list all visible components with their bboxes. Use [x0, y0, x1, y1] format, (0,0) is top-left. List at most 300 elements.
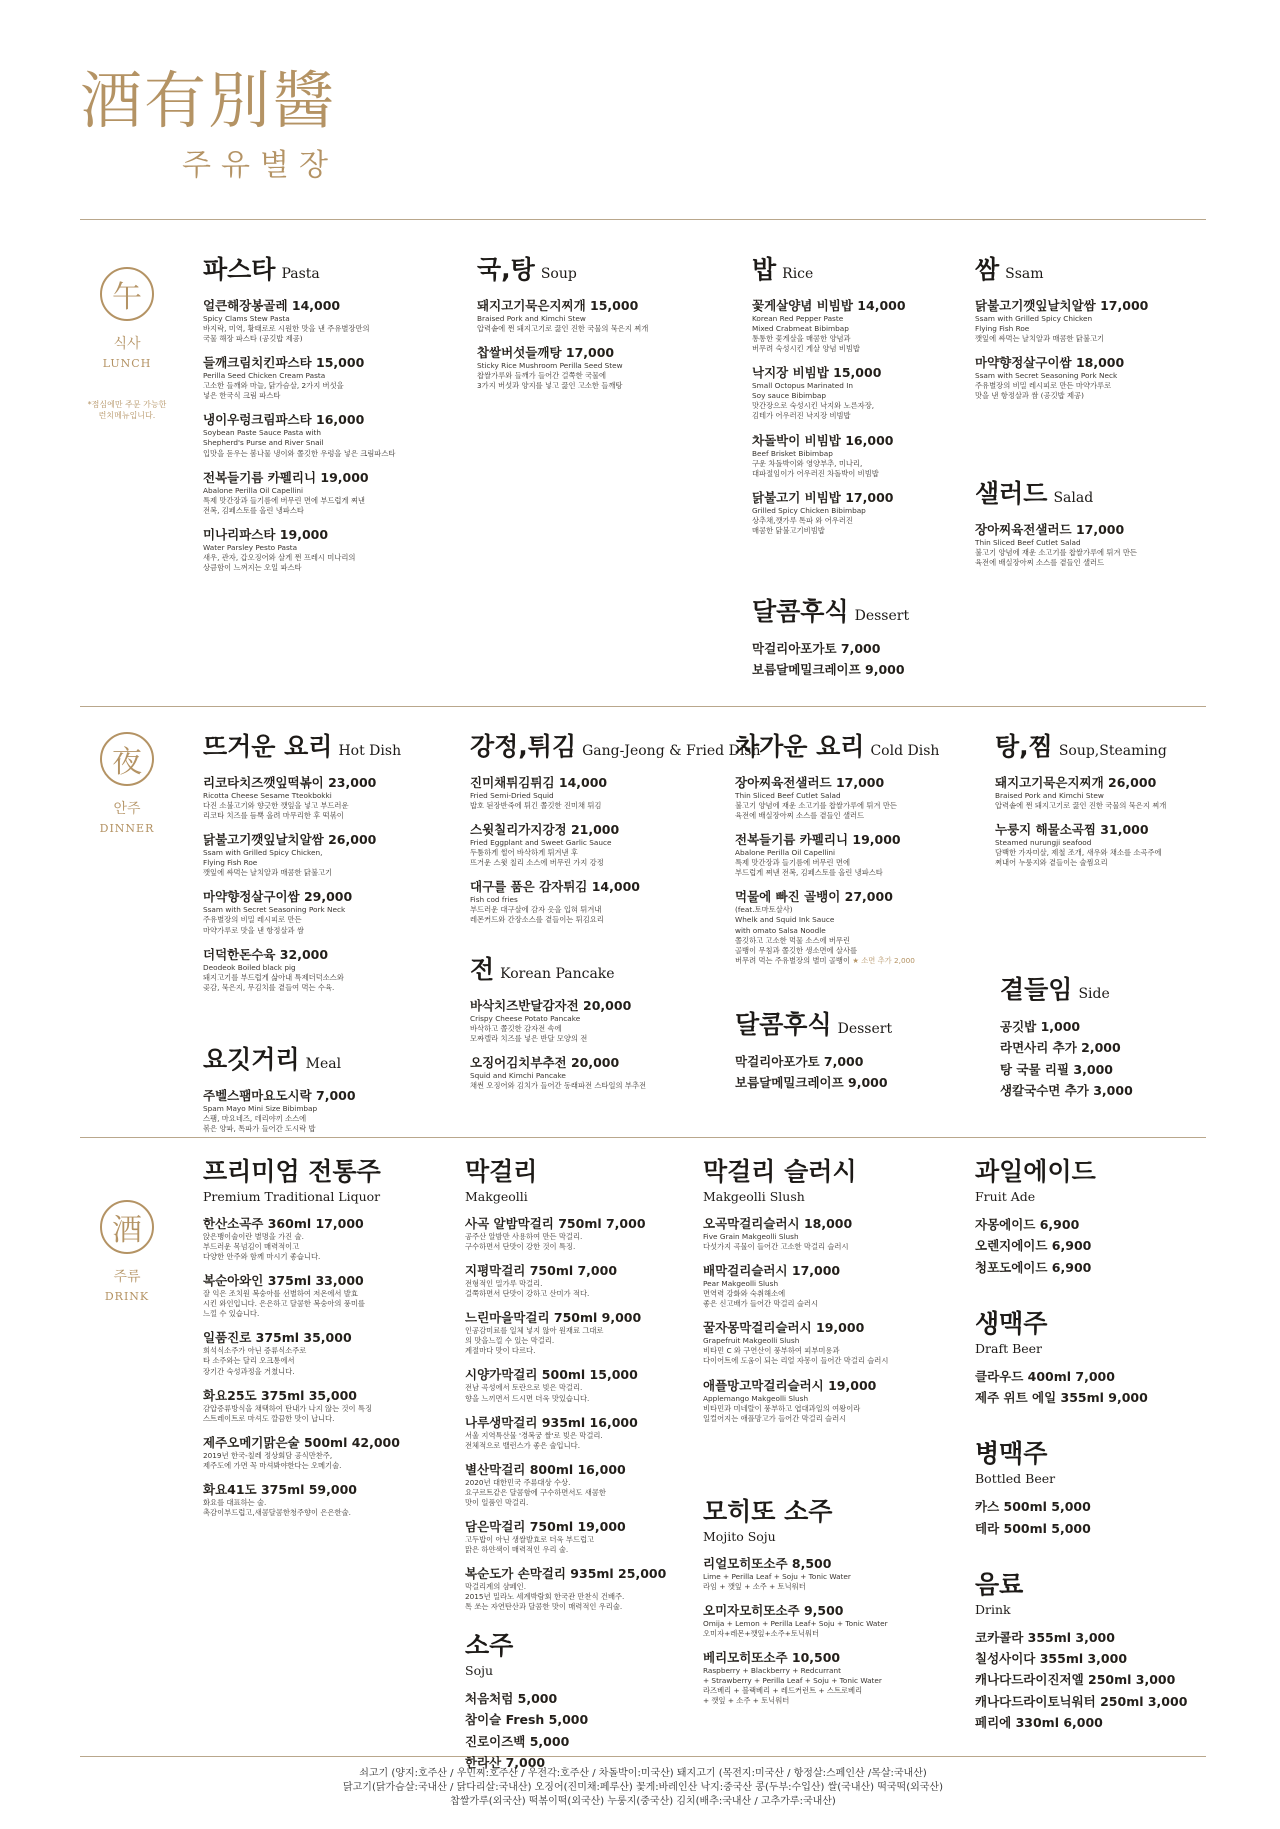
desc-line: 느낄 수 있습니다. [203, 1309, 260, 1319]
menu-item-name: 느린마을막걸리 750ml 9,000 [465, 1310, 642, 1326]
menu-item-name: 닭불고기깻잎날치알쌈 17,000 [975, 298, 1149, 313]
desc-line: Fish cod fries [470, 895, 518, 905]
section-title-en: Meal [305, 1056, 342, 1072]
menu-item [465, 1308, 715, 1356]
menu-section [1000, 970, 1210, 1101]
desc-line: 담백한 가자미살, 제철 조개, 새우와 채소를 소곡주에 [995, 848, 1162, 858]
desc-line: 버무려 먹는 주유별장의 별미 골뱅이 ★ 소면 추가 2,000 [735, 955, 915, 965]
menu-line: 페리에 330ml 6,000 [975, 1714, 1103, 1730]
menu-item-desc [465, 1582, 715, 1612]
desc-line: 라즈베리 + 블랙베리 + 레드커런트 + 스트로베리 [703, 1686, 863, 1696]
menu-item-desc [703, 1619, 963, 1639]
section-title-en: Drink [975, 1601, 1011, 1617]
menu-item-desc [203, 1451, 453, 1471]
menu-item-desc [470, 838, 730, 868]
menu-item [470, 820, 730, 868]
menu-item-name: 나루생막걸리 935ml 16,000 [465, 1414, 638, 1430]
desc-line: 화요를 대표하는 술. [203, 1497, 267, 1507]
menu-item [203, 1480, 453, 1518]
menu-item [465, 1214, 715, 1252]
lunch-col-4b [975, 474, 1205, 577]
divider [80, 219, 1206, 220]
menu-item [995, 773, 1210, 811]
desc-line: 장기간 숙성과정을 거쳤니다. [203, 1366, 295, 1376]
menu-section [752, 592, 982, 681]
menu-item-desc [995, 791, 1210, 811]
section-title [975, 1304, 1210, 1356]
desc-line: Shepherd's Purse and River Snail [203, 438, 324, 448]
menu-item [735, 887, 995, 965]
desc-line: 타 소주와는 달리 오크통에서 [203, 1356, 295, 1366]
dinner-col-4b [1000, 970, 1210, 1101]
desc-line: Flying Fish Roe [203, 858, 258, 868]
menu-item [477, 343, 737, 391]
desc-line: Omija + Lemon + Perilla Leaf+ Soju + Tonic Water [703, 1619, 888, 1629]
desc-line: 막걸리계의 샴페인. [465, 1582, 527, 1591]
menu-section [703, 1492, 963, 1707]
section-title-en: Premium Traditional Liquor [203, 1189, 381, 1204]
desc-line: 오미자+레몬+깻잎+소주+토닉워터 [703, 1629, 820, 1639]
desc-line: 입맛을 돋우는 봄나물 냉이와 쫄깃한 우렁을 넣은 크림파스타 [203, 448, 396, 458]
menu-section [470, 727, 761, 926]
menu-item-name: 얼큰해장봉골레 14,000 [203, 298, 341, 313]
menu-item-name: 복순도가 손막걸리 935ml 25,000 [465, 1566, 667, 1581]
lunch-note: *점심에만 주문 가능한 런치메뉴입니다. [87, 400, 167, 420]
lunch-label-en: LUNCH [102, 357, 152, 370]
menu-item-desc [477, 361, 737, 391]
menu-item-name: 돼지고기묵은지찌개 26,000 [995, 775, 1157, 790]
menu-item-desc [703, 1572, 963, 1592]
menu-item-name: 애플망고막걸리슬러시 19,000 [703, 1377, 877, 1393]
section-title-en: Hot Dish [338, 743, 402, 759]
menu-item-desc [470, 1014, 730, 1044]
desc-line: 깻잎에 싸먹는 날치알과 매콤한 닭불고기 [203, 868, 333, 878]
menu-item-desc [465, 1279, 715, 1299]
section-title [975, 474, 1205, 510]
drink-col-4 [975, 1152, 1210, 1733]
menu-line: 공깃밥 1,000 [1000, 1019, 1081, 1034]
menu-line: 자몽에이드 6,900 [975, 1217, 1080, 1232]
desc-line: 전형적인 밀가루 막걸리. [465, 1279, 543, 1289]
section-title-ko: 파스타 [203, 255, 276, 284]
desc-line: 바삭하고 쫄깃한 감자전 속에 [470, 1024, 562, 1034]
desc-line: 면역력 강화와 숙취해소에 [703, 1289, 786, 1299]
menu-line: 막걸리아포가토 7,000 [735, 1054, 864, 1069]
desc-line: 부드럽게 쪄낸 전복, 김페스토를 올린 냉파스타 [735, 868, 883, 878]
desc-line: 맛을 낸 항정살과 쌈 (공깃밥 제공) [975, 391, 1084, 401]
desc-line: Soy sauce Bibimbap [752, 391, 826, 401]
section-title-ko: 강정,튀김 [470, 732, 577, 761]
menu-item-desc [995, 838, 1210, 868]
section-title [477, 250, 737, 286]
menu-item [203, 887, 463, 935]
desc-line: 부드러운 대구살에 감자 옷을 입혀 튀겨내 [470, 905, 602, 915]
menu-line: 제주 위트 에일 355ml 9,000 [975, 1390, 1148, 1405]
menu-item-desc [735, 791, 995, 821]
menu-item-name: 한산소곡주 360ml 17,000 [203, 1216, 364, 1231]
desc-line: 비타민 C 와 구연산이 풍부하여 피부미용과 [703, 1346, 840, 1356]
menu-item [703, 1376, 963, 1424]
desc-line: 2019년 한국-칠레 정상회담 공식만찬주, [203, 1450, 333, 1460]
menu-item-desc [465, 1326, 715, 1356]
desc-line: 고소한 들깨와 마늘, 닭가슴살, 2가지 버섯을 [203, 381, 344, 391]
menu-item-name: 오징어김치부추전 20,000 [470, 1055, 620, 1071]
drink-col-3b [703, 1492, 963, 1716]
menu-item-name: 오미자모히또소주 9,500 [703, 1603, 844, 1619]
desc-line: 불고기 양념에 재운 소고기를 찹쌀가루에 튀겨 만든 [735, 801, 897, 811]
desc-line: Abalone Perilla Oil Capellini [735, 848, 836, 858]
menu-line: 진로이즈백 5,000 [465, 1733, 570, 1749]
menu-section [975, 1152, 1210, 1278]
menu-section [975, 1304, 1210, 1409]
desc-line: Flying Fish Roe [975, 324, 1030, 334]
section-title [203, 727, 463, 763]
menu-item-desc [975, 371, 1205, 401]
menu-item [752, 488, 982, 536]
section-title-en: Soup [540, 266, 577, 282]
section-title-ko: 막걸리 슬러시 [703, 1157, 857, 1186]
desc-line: 다양한 안주와 함께 마시기 좋습니다. [203, 1252, 321, 1262]
desc-line: 곶감, 묵은지, 무김치를 곁들여 먹는 수육. [203, 982, 335, 992]
desc-line: 대파절임이가 어우러진 차돌박이 비빔밥 [752, 468, 879, 478]
desc-line: Fried Semi-Dried Squid [470, 791, 554, 800]
section-title-en: Bottled Beer [975, 1471, 1056, 1487]
section-title [703, 1152, 963, 1204]
menu-item-name: 찹쌀버섯들깨탕 17,000 [477, 345, 615, 361]
desc-line: Spam Mayo Mini Size Bibimbap [203, 1104, 318, 1113]
section-title-en: Salad [1053, 490, 1094, 506]
lunch-col-3 [752, 250, 982, 545]
desc-line: 시킨 와인입니다. 은은하고 달콤한 복숭아의 풍미를 [203, 1299, 365, 1309]
menu-item [752, 431, 982, 479]
desc-line: 김테가 어우러진 낙지장 비빔밥 [752, 411, 851, 421]
menu-item [203, 1271, 453, 1319]
menu-item [203, 1328, 453, 1376]
section-title [735, 1005, 995, 1041]
menu-item-name: 베리모히또소주 10,500 [703, 1650, 841, 1666]
section-title-en: Korean Pancake [500, 966, 615, 982]
menu-item [203, 830, 463, 878]
section-title-en: Makgeolli Slush [703, 1189, 805, 1204]
menu-item-desc [703, 1232, 963, 1252]
menu-item-name: 냉이우렁크림파스타 16,000 [203, 412, 365, 428]
menu-item-desc [465, 1383, 715, 1403]
desc-line: 스팸, 마요네즈, 데리야끼 소스에 [203, 1114, 307, 1124]
menu-item [203, 945, 463, 993]
desc-line: 다섯가지 곡물이 들어간 고소한 막걸리 슬러시 [703, 1242, 849, 1252]
section-title [470, 950, 730, 986]
desc-line: 맛이 일품인 막걸리. [465, 1497, 529, 1507]
menu-line: 칠성사이다 355ml 3,000 [975, 1651, 1128, 1666]
menu-item-name: 제주오메기맑은술 500ml 42,000 [203, 1434, 400, 1450]
desc-line: 골뱅이 무침과 쫄깃한 생소면에 살사를 [735, 945, 858, 955]
menu-item-name: 복순아와인 375ml 33,000 [203, 1273, 364, 1289]
section-title-ko: 탕,찜 [995, 732, 1053, 761]
menu-item-name: 담은막걸리 750ml 19,000 [465, 1518, 626, 1534]
divider [80, 706, 1206, 707]
desc-line: (feat.토마토살사) [735, 905, 793, 915]
desc-line: 계절마다 맛이 다르다. [465, 1346, 536, 1356]
menu-item-desc [203, 543, 463, 573]
section-title-ko: 국,탕 [477, 255, 535, 284]
desc-line: 요구르트같은 달콤함에 구수하면서도 새콤한 [465, 1487, 606, 1497]
menu-item [203, 353, 463, 401]
desc-line: 전체적으로 밸런스가 좋은 술입니다. [465, 1440, 581, 1450]
menu-item-name: 화요25도 375ml 35,000 [203, 1387, 357, 1403]
menu-line: 생칼국수면 추가 3,000 [1000, 1082, 1133, 1098]
menu-section [735, 727, 995, 966]
desc-line: 쫄깃하고 고소한 먹물 소스에 버무린 [735, 935, 851, 945]
dinner-label-en: DINNER [99, 822, 155, 835]
drink-col-3 [703, 1152, 963, 1433]
menu-line: 카스 500ml 5,000 [975, 1499, 1091, 1515]
desc-line: Perilla Seed Chicken Cream Pasta [203, 371, 326, 381]
desc-line: 모짜렐라 치즈를 넣은 반달 모양의 전 [470, 1034, 588, 1044]
desc-line: 특제 맛간장과 들기름에 버무린 면에 [735, 858, 851, 868]
desc-line: 희석식소주가 아닌 증류식소주로 [203, 1346, 307, 1356]
menu-item-desc [465, 1232, 715, 1252]
lunch-col-3b [752, 592, 982, 681]
menu-item-name: 대구를 품은 감자튀김 14,000 [470, 879, 640, 895]
desc-line: Grapefruit Makgeolli Slush [703, 1336, 800, 1346]
desc-line: 스트레이트로 마셔도 깔끔한 맛이 납니다. [203, 1413, 335, 1423]
menu-line: 보름달메밀크레이프 9,000 [752, 662, 905, 678]
menu-section [465, 1626, 715, 1773]
section-title-ko: 생맥주 [975, 1308, 1048, 1338]
menu-section [975, 474, 1205, 568]
menu-item [995, 820, 1210, 868]
section-title-en: Mojito Soju [703, 1529, 776, 1544]
desc-line: 전남 곡성에서 토란으로 빚은 막걸리. [465, 1383, 583, 1393]
menu-item-name: 차돌박이 비빔밥 16,000 [752, 432, 894, 448]
menu-item-name: 사곡 알밤막걸리 750ml 7,000 [465, 1216, 646, 1231]
desc-line: Pear Makgeolli Slush [703, 1279, 779, 1289]
dinner-band-label [72, 732, 182, 835]
desc-line: Spicy Clams Stew Pasta [203, 314, 290, 323]
menu-item [470, 773, 730, 811]
dinner-col-3 [735, 727, 995, 975]
desc-line: 쩌내어 누룽지와 곁들이는 술찜요리 [995, 858, 1108, 868]
desc-line: 상추채,깻가루 톡파 와 어우러진 [752, 515, 853, 525]
menu-item-desc [203, 848, 463, 878]
desc-line: 통통한 꽃게살을 매콤한 양념과 [752, 334, 851, 344]
menu-item-name: 장아찌육전샐러드 17,000 [975, 522, 1125, 537]
desc-line: 2020년 대한민국 주류대상 수상. [465, 1477, 571, 1487]
menu-line: 캐나다드라이토닉워터 250ml 3,000 [975, 1693, 1188, 1709]
desc-line: Whelk and Squid Ink Sauce [735, 915, 835, 925]
menu-item [975, 353, 1205, 401]
desc-line: 상큼함이 느껴지는 오일 파스타 [203, 562, 302, 572]
menu-line: 참이슬 Fresh 5,000 [465, 1712, 589, 1728]
menu-item-desc [203, 963, 463, 993]
menu-item-desc [477, 314, 737, 334]
menu-item-desc [203, 1498, 453, 1518]
menu-item-name: 미나리파스타 19,000 [203, 526, 329, 542]
menu-item [203, 1433, 453, 1471]
desc-line: Small Octopus Marinated In [752, 381, 854, 391]
menu-item-name: 꽃게살양념 비빔밥 14,000 [752, 298, 906, 313]
dinner-label-ko: 안주 [113, 801, 141, 817]
section-title-ko: 곁들임 [1000, 975, 1073, 1004]
desc-line: 깻잎에 싸먹는 날치알과 매콤한 닭불고기 [975, 334, 1105, 344]
drink-col-2 [465, 1152, 715, 1773]
section-title [975, 1434, 1210, 1486]
menu-item-desc [203, 314, 463, 344]
desc-line: 앉은뱅이술이란 별명을 가진 술. [203, 1232, 304, 1241]
menu-section [203, 1152, 453, 1518]
desc-line: with omato Salsa Noodle [735, 925, 826, 935]
menu-item-name: 낙지장 비빔밥 15,000 [752, 365, 882, 381]
menu-item [703, 1318, 963, 1366]
desc-line: 서울 지역특산물 '경복궁 쌀'로 빚은 막걸리. [465, 1430, 603, 1440]
menu-item-name: 지평막걸리 750ml 7,000 [465, 1263, 618, 1279]
desc-line: 걸쭉하면서 단맛이 강하고 산미가 적다. [465, 1289, 590, 1299]
desc-line: Beef Brisket Bibimbap [752, 448, 833, 458]
section-title [203, 1040, 463, 1076]
desc-line: Ssam with Secret Seasoning Pork Neck [975, 371, 1118, 381]
section-title-en: Rice [782, 266, 814, 282]
desc-line: 새우, 관자, 갑오징어와 살게 쩐 프레시 미나리의 [203, 552, 356, 562]
desc-line: 주유별장의 비밀 레시피로 만든 [203, 915, 302, 925]
desc-line: 두툼하게 썰어 바삭하게 튀겨낸 후 [470, 848, 578, 858]
desc-line: 공주산 알밤만 사용하여 만든 막걸리. [465, 1232, 583, 1241]
menu-item-desc [470, 895, 730, 925]
menu-section [975, 1565, 1210, 1733]
desc-line: Fried Eggplant and Sweet Garlic Sauce [470, 838, 612, 848]
desc-line: Squid and Kimchi Pancake [470, 1071, 566, 1081]
dinner-col-2 [470, 727, 761, 935]
section-title-ko: 달콤후식 [735, 1010, 832, 1039]
menu-item [203, 1086, 463, 1134]
menu-section [477, 250, 737, 391]
menu-line: 탕 국물 리필 3,000 [1000, 1061, 1113, 1077]
menu-item-desc [975, 538, 1205, 568]
menu-item [203, 773, 463, 821]
desc-line: 육전에 배실장아찌 소스를 곁들인 샐러드 [975, 558, 1105, 568]
menu-item-desc [203, 905, 463, 935]
lunch-band-label [72, 267, 182, 422]
dinner-col-3b [735, 1005, 995, 1094]
menu-line: 막걸리아포가토 7,000 [752, 641, 881, 656]
menu-item-name: 마약향정살구이쌈 29,000 [203, 889, 353, 905]
section-title-ko: 전 [470, 955, 495, 984]
menu-item [470, 877, 730, 925]
desc-line: 감압증류방식을 채택하여 탄내가 나지 않는 것이 특징 [203, 1403, 372, 1413]
desc-line: Abalone Perilla Oil Capellini [203, 485, 304, 495]
menu-section [975, 250, 1205, 401]
lunch-col-1 [203, 250, 463, 582]
menu-section [470, 950, 730, 1091]
section-title-en: Soup,Steaming [1058, 743, 1167, 759]
desc-line: 특제 맛간장과 들기름에 버무린 면에 부드럽게 쪄낸 [203, 495, 365, 505]
menu-item-desc [203, 371, 463, 401]
desc-line: 좋은 신고배가 들어간 막걸리 슬러시 [703, 1299, 819, 1309]
menu-item-desc [203, 1232, 453, 1262]
section-title-ko: 과일에이드 [975, 1157, 1096, 1186]
section-title-ko: 병맥주 [975, 1439, 1048, 1469]
desc-line: 돼지고기를 부드럽게 삶아내 특제더덕소스와 [203, 972, 344, 982]
menu-item-desc [752, 381, 982, 421]
desc-line: Mixed Crabmeat Bibimbap [752, 324, 849, 334]
desc-line: 압력솥에 쩐 돼지고기로 끓인 진한 국물의 묵은지 찌개 [477, 324, 649, 334]
desc-line: Thin Sliced Beef Cutlet Salad [975, 538, 1081, 547]
desc-line: 육전에 배실장아찌 소스를 곁들인 샐러드 [735, 811, 865, 821]
menu-item-name: 전복들기름 카펠리니 19,000 [203, 469, 369, 485]
desc-line: 일컬어지는 애플망고가 들어간 막걸리 슬러시 [703, 1413, 847, 1423]
section-title [752, 592, 982, 628]
desc-line: 주유별장의 비밀 레시피로 만든 마약가루로 [975, 381, 1112, 391]
section-title-en: Ssam [1005, 266, 1044, 282]
desc-line: Water Parsley Pesto Pasta [203, 542, 298, 552]
menu-item [975, 520, 1205, 568]
desc-line: Ssam with Secret Seasoning Pork Neck [203, 905, 346, 915]
desc-line: 버무려 숙성시킨 게살 양념 비빔밥 [752, 344, 860, 354]
menu-item-desc [752, 506, 982, 536]
desc-line: 볶은 양파, 톡파가 들어간 도시락 밥 [203, 1124, 316, 1134]
section-title-ko: 차가운 요리 [735, 732, 865, 761]
menu-item-name: 들깨크림치킨파스타 15,000 [203, 355, 365, 371]
desc-line: Thin Sliced Beef Cutlet Salad [735, 791, 841, 800]
desc-line: 구운 차돌박이와 영양부추, 미나리, [752, 458, 863, 468]
menu-line: 캐나다드라이진저엘 250ml 3,000 [975, 1672, 1176, 1688]
menu-item-desc [752, 314, 982, 354]
desc-line: 다진 소불고기와 향긋한 깻잎을 넣고 부드러운 [203, 801, 349, 811]
desc-line: Applemango Makgeolli Slush [703, 1393, 809, 1403]
desc-line: Sticky Rice Mushroom Perilla Seed Stew [477, 361, 623, 371]
desc-line: 향을 느끼면서 드시면 더욱 맛있습니다. [465, 1393, 590, 1403]
menu-item-desc [975, 314, 1205, 344]
menu-item [465, 1413, 715, 1451]
desc-line: Five Grain Makgeolli Slush [703, 1232, 799, 1241]
section-title-en: Dessert [854, 608, 910, 624]
menu-item-desc [703, 1666, 963, 1706]
menu-item-name: 스윗칠리가지강정 21,000 [470, 822, 620, 838]
section-title [470, 727, 761, 763]
menu-item-name: 닭불고기 비빔밥 17,000 [752, 489, 894, 505]
drink-band-label [72, 1200, 182, 1303]
section-title [203, 250, 463, 286]
desc-line: 고두밥이 아닌 생쌀발효로 더욱 부드럽고 [465, 1534, 595, 1544]
menu-section [465, 1152, 715, 1612]
menu-item [203, 525, 463, 573]
menu-item-name: 리얼모히또소주 8,500 [703, 1556, 832, 1571]
section-title [975, 1152, 1210, 1204]
menu-item-name: 돼지고기묵은지찌개 15,000 [477, 298, 639, 313]
section-title [975, 250, 1205, 286]
brand-hanja: 酒有別醬 [80, 64, 337, 137]
section-title [995, 727, 1210, 763]
desc-line: 뜨거운 스윗 칠리 소스에 버무린 가지 강정 [470, 858, 604, 868]
section-title-ko: 음료 [975, 1569, 1024, 1599]
desc-line: 의 맛을느낄 수 있는 막걸리. [465, 1336, 555, 1346]
menu-item-desc [703, 1394, 963, 1424]
desc-line: Ssam with Grilled Spicy Chicken, [203, 848, 323, 858]
menu-item [703, 1601, 963, 1639]
menu-section [203, 250, 463, 573]
section-title-ko: 달콤후식 [752, 597, 849, 626]
menu-line: 테라 500ml 5,000 [975, 1520, 1091, 1536]
menu-item-name: 꿀자몽막걸리슬러시 19,000 [703, 1320, 865, 1336]
desc-line: Steamed nurungji seafood [995, 838, 1092, 848]
menu-item-name: 리코타치즈깻잎떡볶이 23,000 [203, 775, 377, 790]
desc-line: 불고기 양념에 재운 소고기를 찹쌀가루에 튀겨 만든 [975, 548, 1137, 558]
menu-line: 처음처럼 5,000 [465, 1691, 558, 1707]
menu-item [752, 296, 982, 354]
menu-item-name: 배막걸리슬러시 17,000 [703, 1263, 841, 1279]
menu-item [470, 996, 730, 1044]
dinner-col-2b [470, 950, 730, 1100]
desc-line: 넣은 한국식 크림 파스타 [203, 391, 281, 401]
